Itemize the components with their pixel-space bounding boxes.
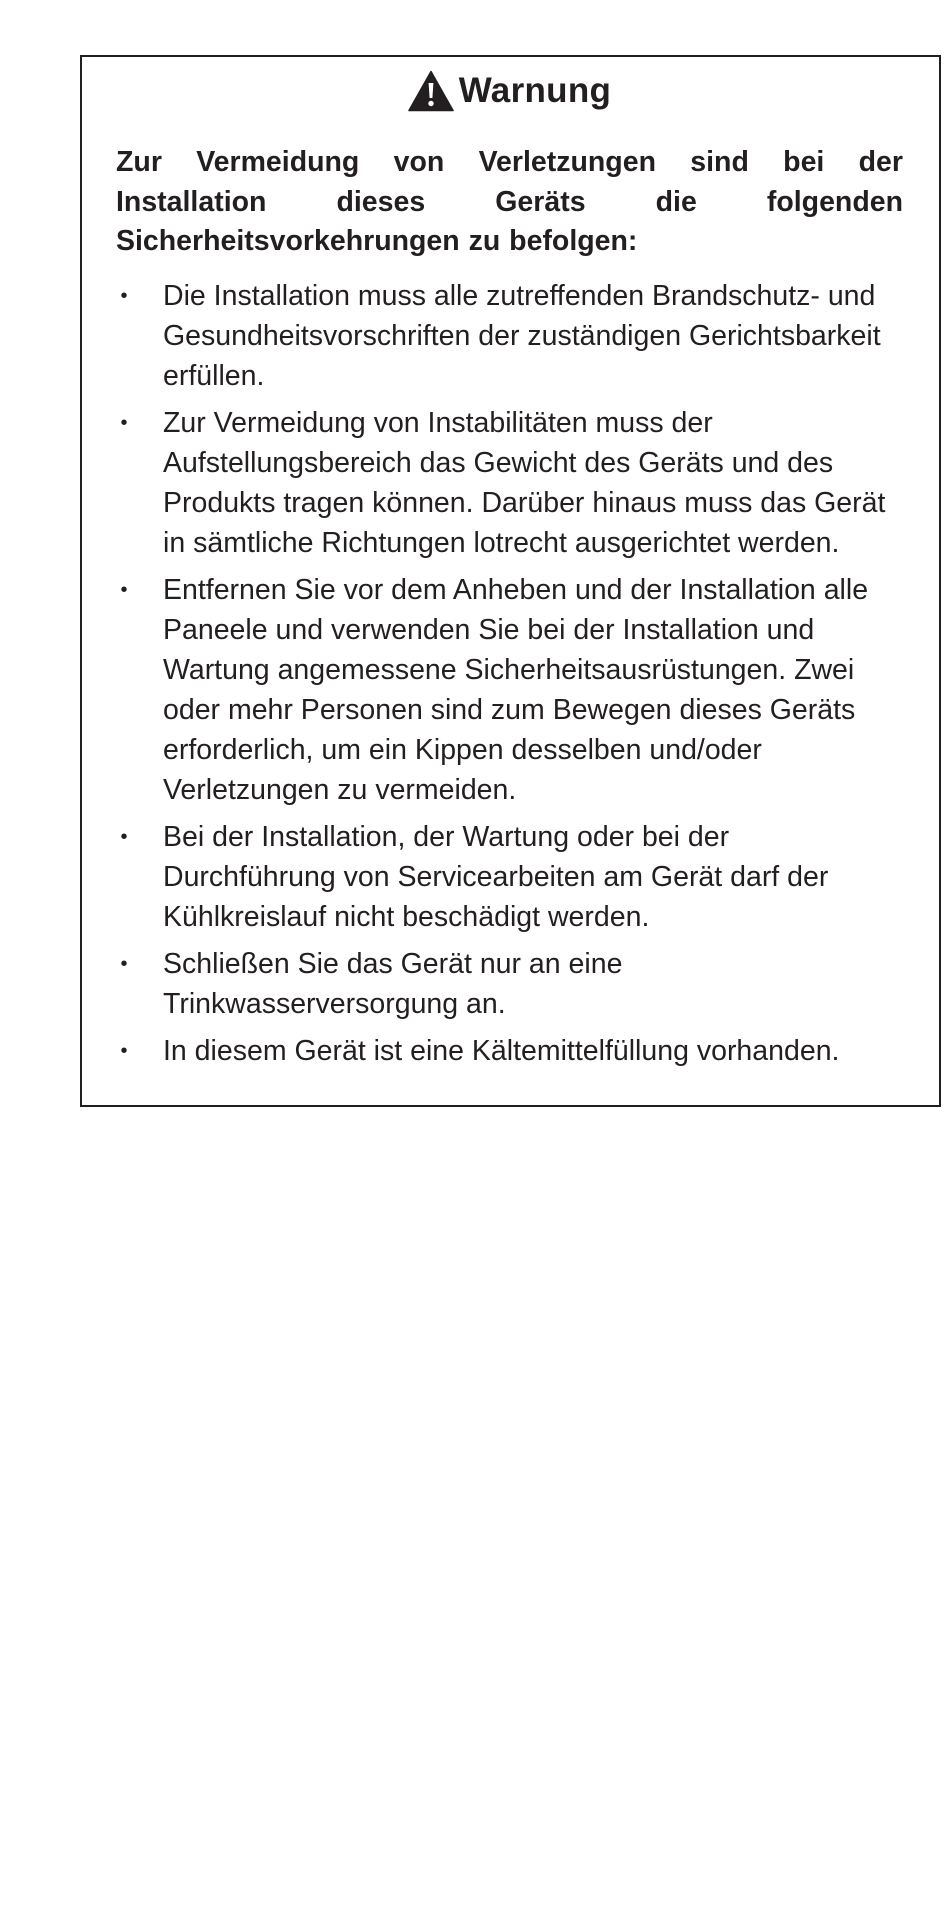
warning-intro: Zur Vermeidung von Verletzungen sind bei der Installation dieses Geräts die folgenden Sicherheitsvorkehrungen zu befolgen: [116,146,903,257]
bullet: • [120,411,128,434]
warning-triangle-icon [408,70,454,112]
list-item-text: Entfernen Sie vor dem Anheben und der Installation alle Paneele und verwenden Sie bei der Installation und Wartung angemessene Sicherheitsausrüstungen. Zwei oder mehr Personen sind zum Bewegen dieses Geräts erforderlich, um ein Kippen desselben und/oder Verletzungen zu vermeiden. [163,573,869,806]
list-item-text: Die Installation muss alle zutreffenden Brandschutz- und Gesundheitsvorschriften der zuständigen Gerichtsbarkeit erfüllen. [163,279,881,392]
list-item [116,276,903,396]
bullet: • [120,284,128,307]
list-item-text: Bei der Installation, der Wartung oder bei der Durchführung von Servicearbeiten am Gerät darf der Kühlkreislauf nicht beschädigt werden. [163,820,829,933]
list-item [116,403,903,563]
warning-box [80,55,941,1107]
warning-title: Warnung [458,71,612,110]
bullet: • [120,578,128,601]
list-item [116,1031,903,1071]
warning-list [116,276,903,1071]
list-item-text: Zur Vermeidung von Instabilitäten muss der Aufstellungsbereich das Gewicht des Geräts und des Produkts tragen können. Darüber hinaus muss das Gerät in sämtliche Richtungen lotrecht ausgerichtet werden. [163,406,886,559]
list-item [116,817,903,937]
list-item-text: Schließen Sie das Gerät nur an eine Trinkwasserversorgung an. [163,947,623,1020]
bullet: • [120,1039,128,1062]
list-item [116,944,903,1024]
warning-header [116,63,903,119]
list-item [116,570,903,810]
list-item-text: In diesem Gerät ist eine Kältemittelfüllung vorhanden. [163,1034,840,1067]
bullet: • [120,825,128,848]
bullet: • [120,952,128,975]
